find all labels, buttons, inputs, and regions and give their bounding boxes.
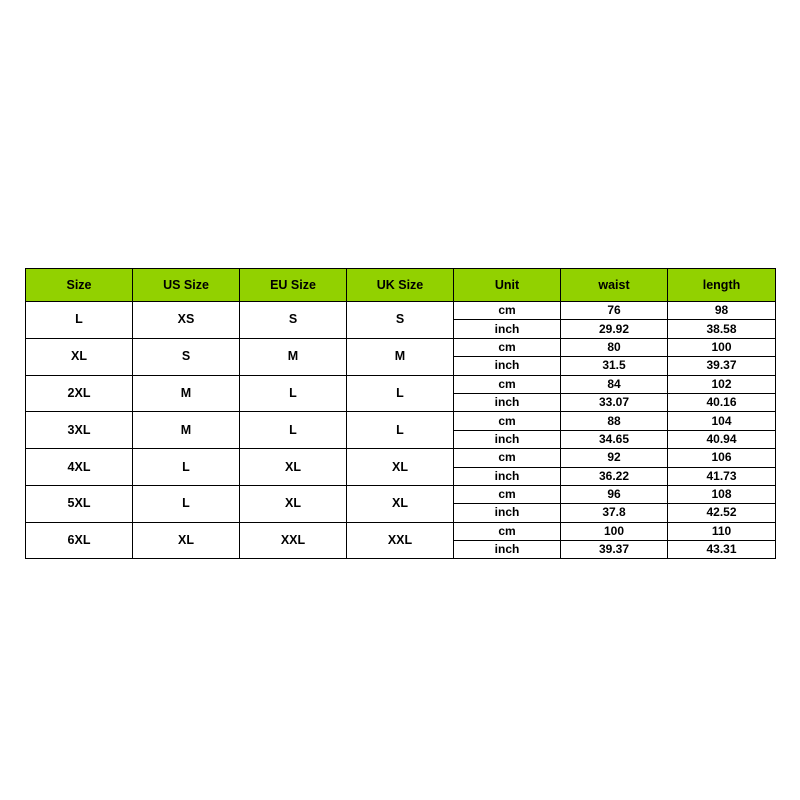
header-size: Size	[26, 269, 133, 302]
cell-size: 2XL	[26, 375, 133, 412]
cell-unit: cm	[454, 375, 561, 393]
cell-length: 43.31	[668, 541, 776, 559]
cell-unit: cm	[454, 302, 561, 320]
table-row	[26, 449, 776, 467]
cell-size: L	[26, 302, 133, 339]
header-us-size: US Size	[133, 269, 240, 302]
header-uk-size: UK Size	[347, 269, 454, 302]
cell-unit: inch	[454, 541, 561, 559]
cell-length: 40.16	[668, 393, 776, 411]
cell-unit: cm	[454, 338, 561, 356]
cell-waist: 92	[561, 449, 668, 467]
cell-unit: cm	[454, 485, 561, 503]
table-row	[26, 375, 776, 393]
cell-size: 3XL	[26, 412, 133, 449]
cell-waist: 37.8	[561, 504, 668, 522]
cell-uk-size: M	[347, 338, 454, 375]
cell-unit: inch	[454, 467, 561, 485]
cell-waist: 33.07	[561, 393, 668, 411]
cell-uk-size: L	[347, 412, 454, 449]
cell-unit: inch	[454, 504, 561, 522]
cell-unit: inch	[454, 357, 561, 375]
cell-waist: 34.65	[561, 430, 668, 448]
cell-unit: inch	[454, 430, 561, 448]
cell-us-size: S	[133, 338, 240, 375]
cell-uk-size: XL	[347, 485, 454, 522]
cell-us-size: L	[133, 449, 240, 486]
cell-waist: 29.92	[561, 320, 668, 338]
cell-size: 5XL	[26, 485, 133, 522]
cell-waist: 96	[561, 485, 668, 503]
header-waist: waist	[561, 269, 668, 302]
header-unit: Unit	[454, 269, 561, 302]
cell-size: 4XL	[26, 449, 133, 486]
header-length: length	[668, 269, 776, 302]
cell-us-size: M	[133, 375, 240, 412]
cell-length: 104	[668, 412, 776, 430]
cell-length: 42.52	[668, 504, 776, 522]
cell-us-size: M	[133, 412, 240, 449]
table-row	[26, 338, 776, 356]
cell-us-size: XL	[133, 522, 240, 559]
cell-length: 41.73	[668, 467, 776, 485]
cell-waist: 80	[561, 338, 668, 356]
cell-waist: 76	[561, 302, 668, 320]
cell-eu-size: S	[240, 302, 347, 339]
cell-eu-size: XL	[240, 485, 347, 522]
cell-uk-size: XXL	[347, 522, 454, 559]
cell-uk-size: XL	[347, 449, 454, 486]
cell-length: 39.37	[668, 357, 776, 375]
table-row	[26, 412, 776, 430]
cell-unit: inch	[454, 393, 561, 411]
cell-uk-size: L	[347, 375, 454, 412]
cell-length: 100	[668, 338, 776, 356]
cell-us-size: XS	[133, 302, 240, 339]
cell-waist: 36.22	[561, 467, 668, 485]
table-row	[26, 485, 776, 503]
cell-waist: 31.5	[561, 357, 668, 375]
cell-length: 102	[668, 375, 776, 393]
cell-unit: cm	[454, 449, 561, 467]
cell-length: 98	[668, 302, 776, 320]
cell-waist: 84	[561, 375, 668, 393]
cell-length: 106	[668, 449, 776, 467]
cell-size: 6XL	[26, 522, 133, 559]
cell-eu-size: M	[240, 338, 347, 375]
table-body	[26, 302, 776, 559]
table-row	[26, 522, 776, 540]
cell-length: 108	[668, 485, 776, 503]
size-chart-table	[25, 268, 776, 559]
cell-size: XL	[26, 338, 133, 375]
cell-eu-size: XL	[240, 449, 347, 486]
cell-us-size: L	[133, 485, 240, 522]
table-header-row	[26, 269, 776, 302]
cell-uk-size: S	[347, 302, 454, 339]
cell-waist: 100	[561, 522, 668, 540]
cell-eu-size: XXL	[240, 522, 347, 559]
cell-unit: cm	[454, 412, 561, 430]
cell-length: 38.58	[668, 320, 776, 338]
cell-length: 110	[668, 522, 776, 540]
cell-length: 40.94	[668, 430, 776, 448]
cell-waist: 88	[561, 412, 668, 430]
cell-eu-size: L	[240, 375, 347, 412]
table-row	[26, 302, 776, 320]
cell-unit: inch	[454, 320, 561, 338]
header-eu-size: EU Size	[240, 269, 347, 302]
cell-eu-size: L	[240, 412, 347, 449]
cell-unit: cm	[454, 522, 561, 540]
cell-waist: 39.37	[561, 541, 668, 559]
